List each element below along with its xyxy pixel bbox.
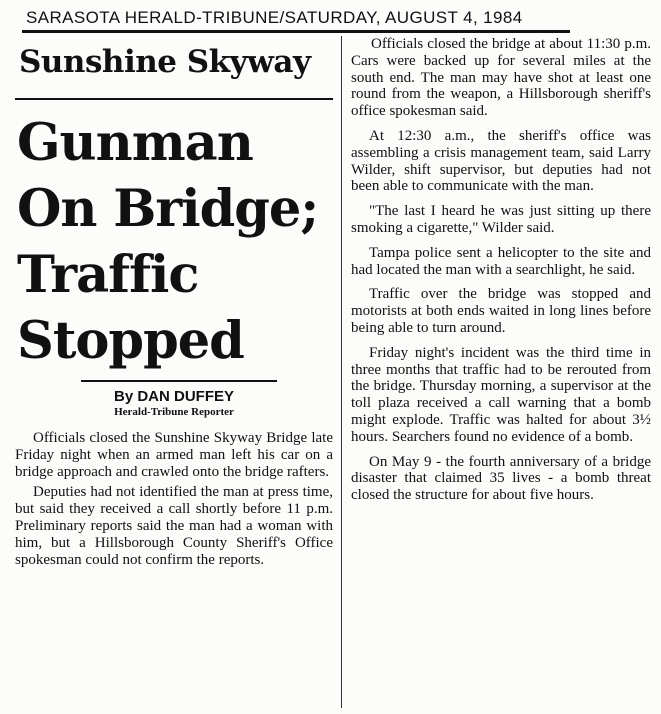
kicker: Sunshine Skyway — [19, 44, 311, 80]
headline-line: On Bridge; — [17, 179, 319, 239]
masthead-text: SARASOTA HERALD-TRIBUNE/SATURDAY, AUGUST 4, 1984 — [26, 8, 523, 27]
headline-line: Stopped — [17, 311, 244, 371]
byline-title: Herald-Tribune Reporter — [114, 406, 234, 418]
paragraph: Traffic over the bridge was stopped and motorists at both ends waited in long lines before being able to turn around. — [351, 286, 651, 336]
masthead — [22, 8, 570, 33]
column-rule — [341, 36, 342, 708]
left-column — [15, 36, 333, 572]
paragraph: At 12:30 a.m., the sheriff's office was assembling a crisis management team, said Larry Wilder, shift supervisor, but deputies had not been able to communicate with the man. — [351, 127, 651, 195]
byline: By DAN DUFFEY — [113, 388, 234, 405]
paragraph: Officials closed the Sunshine Skyway Bridge late Friday night when an armed man left his car on a bridge approach and crawled onto the bridge rafters. — [15, 430, 333, 480]
paragraph: On May 9 - the fourth anniversary of a bridge disaster that claimed 35 lives - a bomb threat closed the structure for about five hours. — [351, 453, 651, 504]
paragraph: Deputies had not identified the man at press time, but said they received a call shortly before 11 p.m. Preliminary reports said the man had a woman with him, but a Hillsborough County Sheriff's Office spokesman could not confirm the reports. — [15, 484, 333, 568]
headline — [17, 110, 333, 374]
right-column — [351, 36, 651, 512]
headline-line: Gunman — [17, 113, 253, 173]
kicker-box — [15, 36, 333, 100]
paragraph: Friday night's incident was the third time in three months that traffic had to be rerouted from the bridge. Thursday morning, a supervisor at the toll plaza received a call warning that a bomb might explode. Traffic was halted for about 3½ hours. Searchers found no evidence of a bomb. — [351, 344, 651, 445]
paragraph: "The last I heard he was just sitting up there smoking a cigarette," Wilder said. — [351, 203, 651, 236]
left-story — [15, 430, 333, 568]
byline-rule — [81, 380, 277, 382]
paragraph: Officials closed the bridge at about 11:30 p.m. Cars were backed up for several miles at the south end. The man may have shot at least one round from the weapon, a Hillsborough sheriff's office spokesman said. — [351, 36, 651, 120]
paragraph: Tampa police sent a helicopter to the site and had located the man with a searchlight, he said. — [351, 244, 651, 278]
headline-line: Traffic — [17, 245, 199, 305]
